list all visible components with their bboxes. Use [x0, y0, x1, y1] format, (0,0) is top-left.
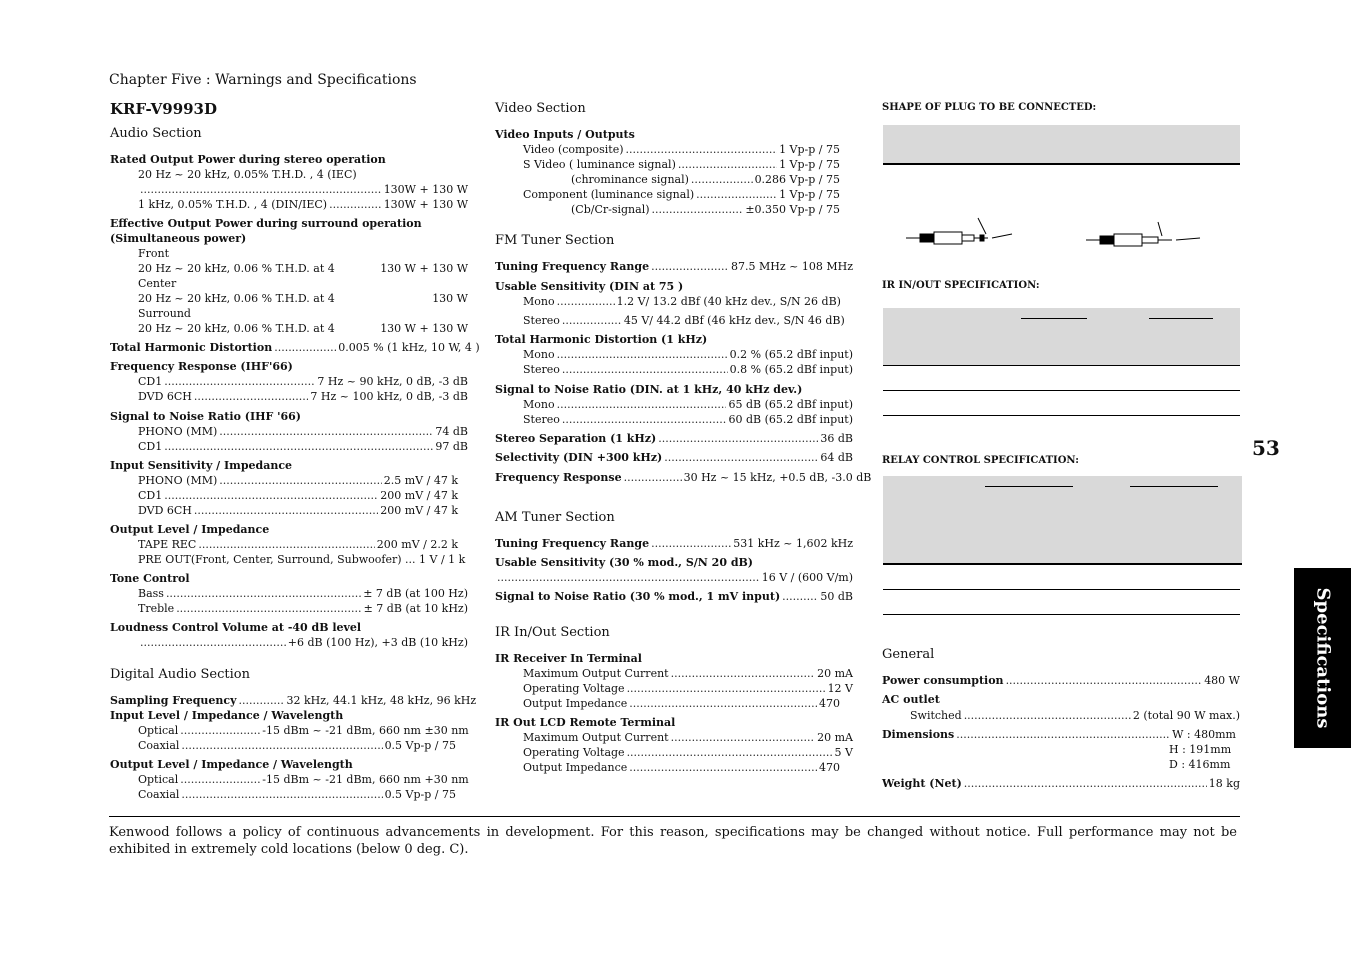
digital-in-optical-row: [138, 724, 468, 737]
cbcr-value: ±0.350 Vp-p / 75: [745, 203, 840, 216]
fm-stereo-row: [523, 314, 853, 327]
fm-thd-mono-row: [523, 348, 853, 361]
am-sensitivity-row: [495, 571, 853, 584]
chroma-label: (chrominance signal): [571, 173, 689, 186]
dimensions-label: Dimensions: [882, 728, 955, 741]
digital-section-title: Digital Audio Section: [110, 667, 250, 682]
fm-thd-stereo-row: [523, 363, 853, 376]
digital-out-coax-row: [138, 788, 456, 801]
outlvl-tape-row: [138, 538, 458, 551]
svideo-value: 1 Vp-p / 75: [779, 158, 840, 171]
ir-r-current-row: [523, 667, 853, 680]
ir-r-impedance-value: 470: [819, 697, 840, 710]
surround-value: 130 W + 130 W: [380, 322, 468, 335]
insens-cd1-row: [138, 489, 458, 502]
switched-row: [910, 709, 1240, 722]
rated-power-din-row: [138, 198, 468, 211]
chroma-value: 0.286 Vp-p / 75: [754, 173, 840, 186]
fm-thd-stereo-label: Stereo: [523, 363, 560, 376]
switched-value: 2 (total 90 W max.): [1132, 709, 1240, 722]
rated-power-row: [138, 183, 468, 196]
fm-freq-value: 30 Hz ~ 15 kHz, +0.5 dB, -3.0 dB: [683, 471, 872, 484]
insens-phono-label: PHONO (MM): [138, 474, 218, 487]
audio-section-title: Audio Section: [110, 126, 202, 141]
ir-o-current-value: 20 mA: [817, 731, 853, 744]
front-spec: 20 Hz ~ 20 kHz, 0.06 % T.H.D. at 4: [138, 262, 335, 275]
rated-din-label: 1 kHz, 0.05% T.H.D. , 4 (DIN/IEC): [138, 198, 328, 211]
front-row: [138, 262, 468, 275]
in-optical-label: Optical: [138, 724, 179, 737]
am-sensitivity-value: 16 V / (600 V/m): [761, 571, 853, 584]
rated-power-line: 20 Hz ~ 20 kHz, 0.05% T.H.D. , 4 (IEC): [138, 168, 357, 181]
rated-din-value: 130W + 130 W: [383, 198, 468, 211]
in-optical-value: -15 dBm ~ -21 dBm, 660 nm ±30 nm: [262, 724, 469, 737]
am-range-value: 531 kHz ~ 1,602 kHz: [733, 537, 853, 550]
center-row: [138, 292, 468, 305]
relay-spec-row-rule: [883, 614, 1240, 615]
digital-in-coax-row: [138, 739, 456, 752]
composite-label: Video (composite): [523, 143, 624, 156]
snr-phono-row: [138, 425, 468, 438]
surround-spec: 20 Hz ~ 20 kHz, 0.06 % T.H.D. at 4: [138, 322, 335, 335]
plug-table-header: [883, 125, 1240, 163]
freq-cd1-value: 7 Hz ~ 90 kHz, 0 dB, -3 dB: [317, 375, 468, 388]
ir-out-heading: IR Out LCD Remote Terminal: [495, 716, 676, 729]
ir-spec-header-rule: [1021, 318, 1087, 319]
ir-o-current-row: [523, 731, 853, 744]
fm-snr-stereo-label: Stereo: [523, 413, 560, 426]
outlvl-preout: PRE OUT(Front, Center, Surround, Subwoofer) ... 1 V / 1 k: [138, 553, 466, 566]
freq-dvd-label: DVD 6CH: [138, 390, 192, 403]
tone-bass-label: Bass: [138, 587, 164, 600]
fm-section-title: FM Tuner Section: [495, 233, 615, 248]
power-row: [882, 674, 1240, 687]
fm-range-label: Tuning Frequency Range: [495, 260, 650, 273]
weight-value: 18 kg: [1208, 777, 1240, 790]
fm-freq-row: [495, 471, 872, 484]
am-snr-row: [495, 590, 853, 603]
fm-thd-mono-value: 0.2 % (65.2 dBf input): [729, 348, 853, 361]
ir-o-impedance-label: Output Impedance: [523, 761, 628, 774]
ir-o-impedance-value: 470: [819, 761, 840, 774]
snr-phono-label: PHONO (MM): [138, 425, 218, 438]
center-label: Center: [138, 277, 177, 290]
loudness-value: +6 dB (100 Hz), +3 dB (10 kHz): [287, 636, 468, 649]
dimensions-row: [882, 728, 1236, 741]
ir-section-title: IR In/Out Section: [495, 625, 610, 640]
ir-r-voltage-label: Operating Voltage: [523, 682, 625, 695]
relay-spec-row-rule: [883, 563, 1242, 565]
insens-phono-value: 2.5 mV / 47 k: [383, 474, 458, 487]
model-name: KRF-V9993D: [110, 100, 218, 118]
ir-o-voltage-row: [523, 746, 853, 759]
tone-treble-row: [138, 602, 468, 615]
power-value: 480 W: [1204, 674, 1240, 687]
sampling-value: 32 kHz, 44.1 kHz, 48 kHz, 96 kHz: [286, 694, 477, 707]
ir-spec-title: IR IN/OUT SPECIFICATION:: [882, 280, 1040, 291]
fm-separation-value: 36 dB: [820, 432, 853, 445]
side-tab-label: Specifications: [1312, 587, 1333, 729]
loudness-row: [138, 636, 468, 649]
output-level-heading: Output Level / Impedance: [110, 523, 270, 536]
out-optical-value: -15 dBm ~ -21 dBm, 660 nm +30 nm: [262, 773, 469, 786]
effective-power-subheading: (Simultaneous power): [110, 232, 247, 245]
relay-spec-row-rule: [883, 589, 1240, 590]
weight-label: Weight (Net): [882, 777, 962, 790]
video-io-heading: Video Inputs / Outputs: [495, 128, 635, 141]
dimension-h: H : 191mm: [1169, 743, 1232, 756]
surround-row: [138, 322, 468, 335]
ir-spec-row-rule: [883, 365, 1240, 366]
insens-phono-row: [138, 474, 458, 487]
insens-dvd-value: 200 mV / 47 k: [380, 504, 458, 517]
surround-label: Surround: [138, 307, 191, 320]
component-value: 1 Vp-p / 75: [779, 188, 840, 201]
relay-spec-header-rule: [985, 486, 1073, 487]
ir-o-impedance-row: [523, 761, 840, 774]
in-coax-value: 0.5 Vp-p / 75: [384, 739, 456, 752]
insens-dvd-row: [138, 504, 458, 517]
fm-thd-stereo-value: 0.8 % (65.2 dBf input): [729, 363, 853, 376]
plug-shape-title: SHAPE OF PLUG TO BE CONNECTED:: [882, 102, 1097, 113]
ir-spec-row-rule: [883, 415, 1240, 416]
am-sensitivity-heading: Usable Sensitivity (30 % mod., S/N 20 dB): [495, 556, 754, 569]
fm-snr-mono-row: [523, 398, 853, 411]
fm-selectivity-row: [495, 451, 853, 464]
am-snr-value: 50 dB: [820, 590, 853, 603]
freq-cd1-row: [138, 375, 468, 388]
ir-r-current-label: Maximum Output Current: [523, 667, 669, 680]
mono-plug-icon: [906, 218, 1012, 244]
power-label: Power consumption: [882, 674, 1004, 687]
am-range-label: Tuning Frequency Range: [495, 537, 650, 550]
fm-mono-label: Mono: [523, 295, 555, 308]
dimension-w: W : 480mm: [1172, 728, 1236, 741]
sampling-label: Sampling Frequency: [110, 694, 237, 707]
stereo-plug-icon: [1086, 222, 1200, 246]
plug-table-rule: [883, 163, 1240, 165]
ir-o-voltage-label: Operating Voltage: [523, 746, 625, 759]
fm-snr-mono-value: 65 dB (65.2 dBf input): [728, 398, 853, 411]
composite-value: 1 Vp-p / 75: [779, 143, 840, 156]
chapter-title: Chapter Five : Warnings and Specifications: [109, 72, 417, 88]
ir-receiver-heading: IR Receiver In Terminal: [495, 652, 642, 665]
front-label: Front: [138, 247, 170, 260]
am-range-row: [495, 537, 853, 550]
video-svideo-row: [523, 158, 840, 171]
ir-o-current-label: Maximum Output Current: [523, 731, 669, 744]
dimension-d: D : 416mm: [1169, 758, 1231, 771]
fm-mono-value: 1.2 V/ 13.2 dBf (40 kHz dev., S/N 26 dB): [616, 295, 841, 308]
tone-treble-value: ± 7 dB (at 10 kHz): [363, 602, 468, 615]
freq-cd1-label: CD1: [138, 375, 163, 388]
ac-outlet-heading: AC outlet: [882, 693, 940, 706]
outlvl-tape-label: TAPE REC: [138, 538, 197, 551]
snr-cd1-row: [138, 440, 468, 453]
input-sensitivity-heading: Input Sensitivity / Impedance: [110, 459, 293, 472]
footer-note: Kenwood follows a policy of continuous advancements in development. For this reason, specifications may be changed without notice. Full performance may not be exhibited in extremely cold locations (below 0 deg. C).: [109, 825, 1237, 857]
video-section-title: Video Section: [495, 101, 586, 116]
rated-power-value: 130W + 130 W: [383, 183, 468, 196]
center-value: 130 W: [432, 292, 468, 305]
footer-rule: [109, 816, 1240, 817]
fm-selectivity-label: Selectivity (DIN +300 kHz): [495, 451, 663, 464]
fm-snr-stereo-row: [523, 413, 853, 426]
snr-heading: Signal to Noise Ratio (IHF '66): [110, 410, 301, 423]
relay-spec-header-rule: [1130, 486, 1218, 487]
weight-row: [882, 777, 1240, 790]
tone-control-heading: Tone Control: [110, 572, 190, 585]
fm-stereo-label: Stereo: [523, 314, 560, 327]
ir-spec-table-header: [883, 308, 1240, 365]
outlvl-tape-value: 200 mV / 2.2 k: [376, 538, 458, 551]
fm-snr-stereo-value: 60 dB (65.2 dBf input): [728, 413, 853, 426]
ir-spec-header-rule: [1149, 318, 1213, 319]
digital-output-heading: Output Level / Impedance / Wavelength: [110, 758, 353, 771]
fm-snr-heading: Signal to Noise Ratio (DIN. at 1 kHz, 40 kHz dev.): [495, 383, 803, 396]
center-spec: 20 Hz ~ 20 kHz, 0.06 % T.H.D. at 4: [138, 292, 335, 305]
component-label: Component (luminance signal): [523, 188, 695, 201]
digital-input-heading: Input Level / Impedance / Wavelength: [110, 709, 344, 722]
ir-spec-row-rule: [883, 390, 1240, 391]
fm-separation-label: Stereo Separation (1 kHz): [495, 432, 657, 445]
snr-phono-value: 74 dB: [435, 425, 468, 438]
fm-thd-heading: Total Harmonic Distortion (1 kHz): [495, 333, 708, 346]
fm-stereo-value: 45 V/ 44.2 dBf (46 kHz dev., S/N 46 dB): [623, 314, 845, 327]
out-coax-value: 0.5 Vp-p / 75: [384, 788, 456, 801]
snr-cd1-label: CD1: [138, 440, 163, 453]
fm-thd-mono-label: Mono: [523, 348, 555, 361]
video-chroma-row: [571, 173, 840, 186]
video-composite-row: [523, 143, 840, 156]
am-section-title: AM Tuner Section: [495, 510, 615, 525]
relay-spec-title: RELAY CONTROL SPECIFICATION:: [882, 455, 1079, 466]
ir-r-current-value: 20 mA: [817, 667, 853, 680]
tone-bass-value: ± 7 dB (at 100 Hz): [363, 587, 468, 600]
effective-power-heading: Effective Output Power during surround operation: [110, 217, 422, 230]
fm-sensitivity-heading: Usable Sensitivity (DIN at 75 ): [495, 280, 684, 293]
thd-label: Total Harmonic Distortion: [110, 341, 273, 354]
fm-range-row: [495, 260, 853, 273]
loudness-heading: Loudness Control Volume at -40 dB level: [110, 621, 362, 634]
insens-cd1-value: 200 mV / 47 k: [380, 489, 458, 502]
out-coax-label: Coaxial: [138, 788, 180, 801]
side-tab: [1294, 568, 1351, 748]
switched-label: Switched: [910, 709, 962, 722]
video-component-row: [523, 188, 840, 201]
ir-o-voltage-value: 5 V: [834, 746, 853, 759]
out-optical-label: Optical: [138, 773, 179, 786]
video-cbcr-row: [571, 203, 840, 216]
fm-freq-label: Frequency Response: [495, 471, 622, 484]
plug-diagram: [900, 210, 1220, 260]
sampling-row: [110, 694, 477, 707]
tone-bass-row: [138, 587, 468, 600]
fm-range-value: 87.5 MHz ~ 108 MHz: [731, 260, 853, 273]
cbcr-label: (Cb/Cr-signal): [571, 203, 650, 216]
tone-treble-label: Treble: [138, 602, 175, 615]
fm-separation-row: [495, 432, 853, 445]
fm-selectivity-value: 64 dB: [820, 451, 853, 464]
ir-r-voltage-value: 12 V: [827, 682, 853, 695]
digital-out-optical-row: [138, 773, 468, 786]
front-value: 130 W + 130 W: [380, 262, 468, 275]
freq-dvd-row: [138, 390, 468, 403]
freq-dvd-value: 7 Hz ~ 100 kHz, 0 dB, -3 dB: [310, 390, 468, 403]
thd-row: [110, 341, 480, 354]
general-section-title: General: [882, 647, 935, 662]
relay-spec-table-header: [883, 476, 1242, 563]
insens-cd1-label: CD1: [138, 489, 163, 502]
freq-response-heading: Frequency Response (IHF'66): [110, 360, 293, 373]
ir-r-impedance-label: Output Impedance: [523, 697, 628, 710]
ir-r-impedance-row: [523, 697, 840, 710]
ir-r-voltage-row: [523, 682, 853, 695]
snr-cd1-value: 97 dB: [435, 440, 468, 453]
in-coax-label: Coaxial: [138, 739, 180, 752]
am-snr-label: Signal to Noise Ratio (30 % mod., 1 mV input): [495, 590, 781, 603]
svideo-label: S Video ( luminance signal): [523, 158, 676, 171]
rated-power-heading: Rated Output Power during stereo operation: [110, 153, 386, 166]
thd-value: 0.005 % (1 kHz, 10 W, 4 ): [338, 341, 480, 354]
insens-dvd-label: DVD 6CH: [138, 504, 192, 517]
fm-mono-row: [523, 295, 853, 308]
fm-snr-mono-label: Mono: [523, 398, 555, 411]
page-number: 53: [1252, 436, 1280, 460]
